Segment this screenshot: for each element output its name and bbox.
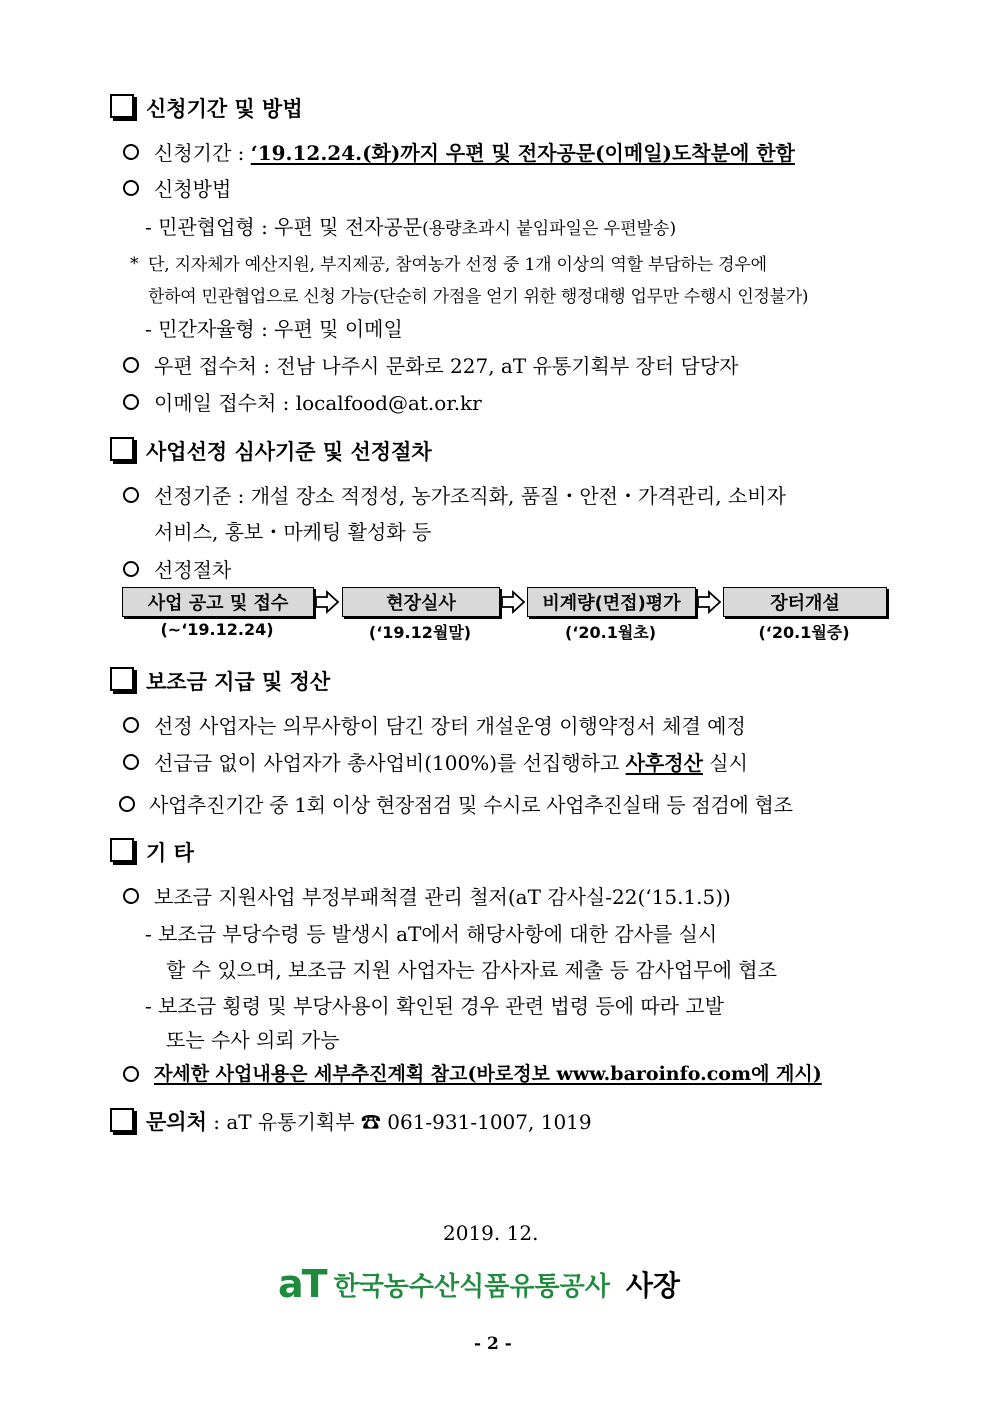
- selection-criteria-line-1: 선정기준 : 개설 장소 적정성, 농가조직화, 품질・안전・가격관리, 소비자: [154, 484, 786, 508]
- bullet-circle-icon: [123, 357, 139, 373]
- signature-role: 사장: [625, 1269, 680, 1302]
- contact-info: : aT 유통기획부 ☎ 061-931-1007, 1019: [206, 1110, 592, 1134]
- organization-name: 한국농수산식품유통공사: [333, 1271, 610, 1302]
- bullet-circle-icon: [123, 561, 139, 577]
- arrow-right-icon: [314, 590, 340, 614]
- etc-item-2: 자세한 사업내용은 세부추진계획 참고(바로정보 www.baroinfo.com에 게시): [154, 1063, 822, 1085]
- section-title-etc: 기 타: [146, 841, 194, 865]
- email-address: 이메일 접수처 : localfood@at.or.kr: [154, 391, 482, 415]
- etc-item-1: 보조금 지원사업 부정부패척결 관리 철저(aT 감사실-22(‘15.1.5)): [154, 885, 731, 909]
- note-line-2: 한하여 민관협업으로 신청 가능(단순히 가점을 얻기 위한 행정대행 업무만 수행시 인정불가): [148, 287, 809, 307]
- flow-date-3: (‘20.1월초): [564, 623, 657, 642]
- flow-step-interview: 비계량(면접)평가: [527, 587, 696, 617]
- contact-line: [146, 1106, 592, 1136]
- flow-step-site-inspection: 현장실사: [342, 587, 500, 617]
- postal-address: 우편 접수처 : 전남 나주시 문화로 227, aT 유통기획부 장터 담당자: [154, 354, 739, 378]
- page-number: - 2 -: [474, 1334, 512, 1354]
- section-checkbox-icon: [110, 838, 134, 862]
- flow-date-2: (‘19.12월말): [368, 623, 472, 642]
- subsidy-item-3: 사업추진기간 중 1회 이상 현장점검 및 수시로 사업추진실태 등 점검에 협조: [149, 793, 793, 817]
- at-logo: aT: [278, 1262, 326, 1306]
- bullet-circle-icon: [123, 717, 139, 733]
- note-line-1: 단, 지자체가 예산지원, 부지제공, 참여농가 선정 중 1개 이상의 역할 부담하는 경우에: [148, 255, 767, 275]
- bullet-circle-icon: [123, 754, 139, 770]
- etc-dash-1-line-1: - 보조금 부당수령 등 발생시 aT에서 해당사항에 대한 감사를 실시: [145, 922, 718, 946]
- period-value: ‘19.12.24.(화)까지 우편 및 전자공문(이메일)도착분에 한함: [250, 141, 795, 165]
- flow-date-1: (~‘19.12.24): [160, 620, 274, 639]
- flow-date-4: (‘20.1월중): [758, 623, 850, 642]
- section-title-subsidy: 보조금 지급 및 정산: [146, 670, 331, 694]
- bullet-circle-icon: [123, 1066, 139, 1082]
- bullet-circle-icon: [123, 180, 139, 196]
- section-checkbox-icon: [110, 667, 134, 691]
- document-date: 2019. 12.: [443, 1221, 539, 1245]
- flow-step-announcement: 사업 공고 및 접수: [122, 587, 314, 617]
- organization-signature: [278, 1262, 680, 1306]
- etc-dash-2-line-1: - 보조금 횡령 및 부당사용이 확인된 경우 관련 법령 등에 따라 고발: [145, 994, 725, 1018]
- bullet-circle-icon: [123, 888, 139, 904]
- section-checkbox-icon: [110, 94, 134, 118]
- period-label: 신청기간 :: [154, 141, 251, 165]
- section-title-selection: 사업선정 심사기준 및 선정절차: [146, 440, 432, 464]
- subsidy-item-2: 선급금 없이 사업자가 총사업비(100%)를 선집행하고 사후정산 실시: [154, 751, 748, 775]
- bullet-circle-icon: [123, 394, 139, 410]
- arrow-right-icon: [696, 590, 722, 614]
- etc-dash-2-line-2: 또는 수사 의뢰 가능: [166, 1028, 340, 1052]
- selection-criteria-line-2: 서비스, 홍보・마케팅 활성화 등: [154, 520, 432, 544]
- contact-title: 문의처: [146, 1110, 207, 1134]
- note-star: *: [130, 254, 139, 274]
- private-autonomous-type: - 민간자율형 : 우편 및 이메일: [145, 317, 403, 341]
- etc-dash-1-line-2: 할 수 있으며, 보조금 지원 사업자는 감사자료 제출 등 감사업무에 협조: [166, 958, 777, 982]
- bullet-circle-icon: [123, 144, 139, 160]
- bullet-circle-icon: [119, 796, 135, 812]
- public-private-type: - 민관협업형 : 우편 및 전자공문(용량초과시 붙임파일은 우편발송): [145, 215, 677, 239]
- section-title-application: 신청기간 및 방법: [146, 97, 303, 121]
- selection-procedure-label: 선정절차: [154, 558, 232, 582]
- section-checkbox-icon: [110, 1108, 134, 1132]
- application-period: [154, 137, 795, 166]
- application-method-label: 신청방법: [154, 177, 232, 201]
- bullet-circle-icon: [123, 487, 139, 503]
- flow-step-market-opening: 장터개설: [723, 587, 887, 617]
- section-checkbox-icon: [110, 437, 134, 461]
- subsidy-item-1: 선정 사업자는 의무사항이 담긴 장터 개설운영 이행약정서 체결 예정: [154, 714, 746, 738]
- arrow-right-icon: [500, 590, 526, 614]
